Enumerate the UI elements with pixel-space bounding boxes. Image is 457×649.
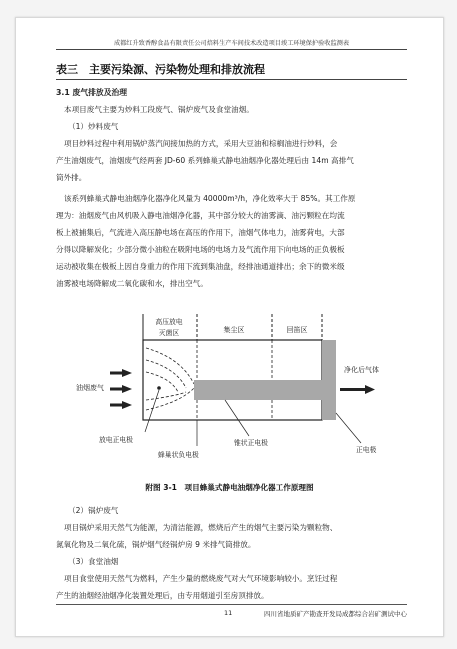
paragraph-line: 产生油烟废气，油烟废气经两套 JD-60 系列蜂巢式静电油烟净化器处理后由 14m 高排气 <box>56 156 354 165</box>
discharge-electrode-point <box>157 386 161 390</box>
inlet-label: 油烟废气 <box>76 384 104 392</box>
footer-organization: 四川省地质矿产勘查开发局成都综合岩矿测试中心 <box>264 610 407 618</box>
zone-label-discharge-2: 灭菌区 <box>158 329 180 337</box>
figure-caption: 附图 3-1 项目蜂巢式静电油烟净化器工作原理图 <box>145 483 314 492</box>
electrostatic-purifier-diagram <box>16 18 443 488</box>
paragraph-line: 板上被捕集后，气流进入高压静电场在高压的作用下，油烟气体电力，油雾荷电，大部 <box>56 228 345 237</box>
field-lines <box>146 348 194 410</box>
zone-label-collection: 集尘区 <box>223 326 245 334</box>
running-header: 成都红升致香醇食品有限责任公司焙料生产车间技术改造项目竣工环境保护验收监测表 <box>113 40 350 47</box>
paragraph-line: 项目炒料过程中利用锅炉蒸汽间接加热的方式，采用大豆油和棕榈油进行炒料，会 <box>64 139 338 148</box>
paragraph-line: 氮氧化物及二氧化硫，锅炉烟气经锅炉房 9 米排气筒排放。 <box>56 540 256 549</box>
label-honeycomb-plate: 蜂巢状负电极 <box>158 451 199 459</box>
paragraph-line: 油雾被电场降解成二氧化碳和水，排出空气。 <box>56 279 208 288</box>
paragraph-line: 该系列蜂巢式静电油烟净化器净化风量为 40000m³/h，净化效率大于 85%。其工作原 <box>64 194 356 203</box>
paragraph-line: 筒外排。 <box>56 173 87 182</box>
paragraph-line: 分得以降解炭化；少部分微小油粒在吸附电场的电场力及气流作用下向电场的正负极板 <box>56 245 345 254</box>
paragraph-line: 理为：油烟废气由风机吸入静电油烟净化器，其中部分较大的油雾滴、油污颗粒在均流 <box>56 211 345 220</box>
paragraph-line: 产生的油烟经油烟净化装置处理后，由专用烟道引至房顶排放。 <box>56 591 269 600</box>
document-page <box>15 17 444 637</box>
item1-heading: （1）炒料废气 <box>68 122 119 131</box>
label-positive-plate: 正电极 <box>356 446 377 454</box>
outlet-label: 净化后气体 <box>344 366 379 374</box>
label-discharge-electrode: 放电正电极 <box>99 436 133 444</box>
section-title: 表三 主要污染源、污染物处理和排放流程 <box>56 63 265 76</box>
outlet-arrow <box>340 385 375 394</box>
zone-label-discharge: 高压放电 <box>155 318 183 326</box>
positive-plate-bar <box>248 380 336 400</box>
intro-paragraph: 本项目废气主要为炒料工段废气、锅炉废气及食堂油烟。 <box>64 105 254 114</box>
paragraph-line: 运动被收集在极板上因自身重力的作用下流到集油盘，经排油通道排出；余下的微米级 <box>56 262 345 271</box>
inlet-arrows <box>110 369 132 409</box>
paragraph-line: 项目食堂使用天然气为燃料，产生少量的燃烧废气对大气环境影响较小。烹饪过程 <box>64 574 338 583</box>
page-number: 11 <box>224 609 233 617</box>
subsection-title: 3.1 废气排放及治理 <box>56 88 128 97</box>
paragraph-line: 项目锅炉采用天然气为能源，为清洁能源，燃烧后产生的烟气主要污染为颗粒物、 <box>64 523 338 532</box>
footer-rule <box>56 604 407 605</box>
item2-heading: （2）锅炉废气 <box>68 506 119 515</box>
item3-heading: （3）食堂油烟 <box>68 557 119 566</box>
cone-positive-electrode <box>194 380 256 400</box>
zone-label-return: 回笛区 <box>286 326 308 334</box>
label-cone-electrode: 锥状正电极 <box>234 439 268 447</box>
